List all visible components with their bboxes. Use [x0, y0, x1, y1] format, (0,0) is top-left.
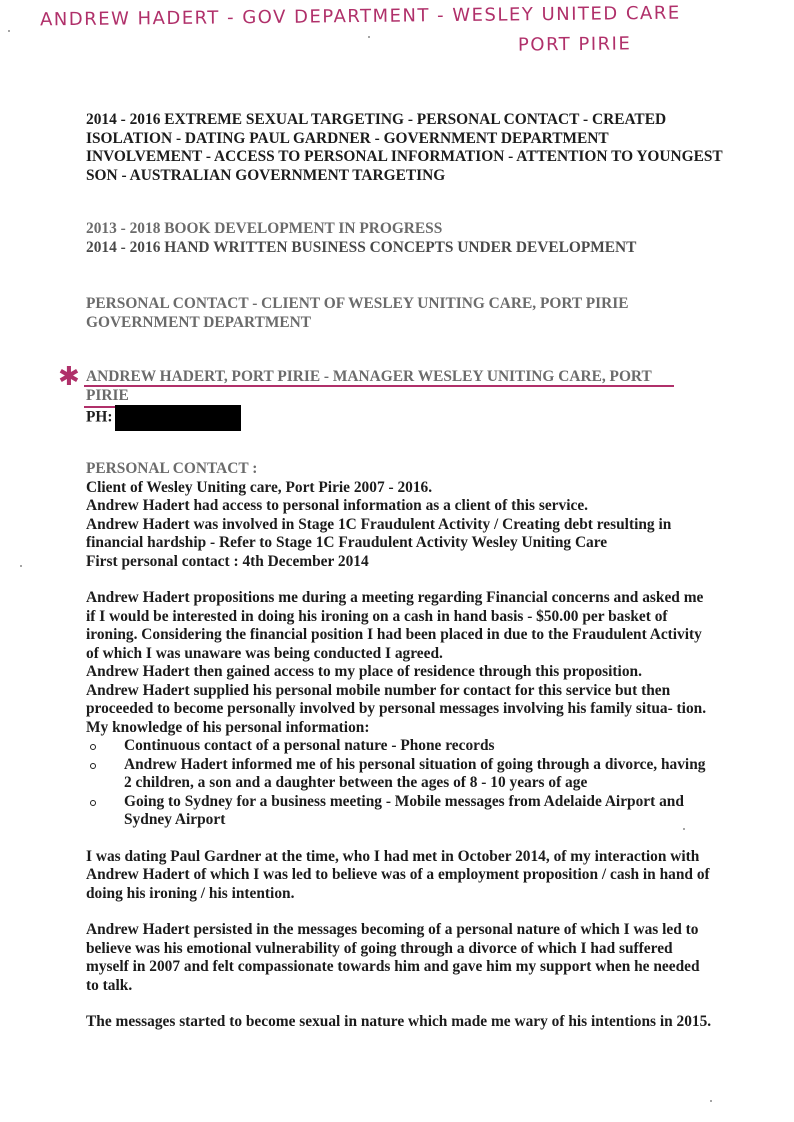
scan-speck — [683, 828, 685, 830]
body-paragraph: I was dating Paul Gardner at the time, who I had met in October 2014, of my interaction with Andrew Hadert of which I was led to believe was of a employment proposition / cash in hand of doing his ironing / his intention. — [86, 847, 710, 902]
bullet-item: Andrew Hadert informed me of his personal situation of going through a divorce, having 2 children, a son and a daughter between the ages of 8 - 10 years of age — [86, 756, 716, 793]
paragraph1-text: My knowledge of his personal information: — [86, 718, 370, 736]
detail-line: Client of Wesley Uniting care, Port Pirie 2007 - 2016. — [86, 478, 433, 496]
scan-speck — [368, 36, 370, 38]
detail-line: First personal contact : 4th December 2014 — [86, 552, 369, 570]
scan-speck — [710, 1100, 712, 1102]
body-paragraph: The messages started to become sexual in nature which made me wary of his intentions in 2015. — [86, 1013, 712, 1030]
scan-speck — [20, 565, 22, 567]
paragraph1-text: Andrew Hadert then gained access to my place of residence through this proposition. — [86, 663, 642, 680]
asterisk-mark-icon: ✱ — [58, 362, 80, 392]
manager-section — [86, 368, 686, 431]
knowledge-bullet-list — [86, 737, 716, 830]
paragraph1-text: Andrew Hadert propositions me during a meeting regarding Financial concerns and asked me if I would be interested in doing his ironing on a cash in hand basis - $50.00 per basket of ironing. Considering the financial position I had been placed in due to the Fraudulent Activity of which I was unaware was being conducted I agreed. — [86, 589, 704, 662]
contact-line2: GOVERNMENT DEPARTMENT — [86, 313, 312, 331]
business-line: 2014 - 2016 HAND WRITTEN BUSINESS CONCEPTS UNDER DEVELOPMENT — [86, 238, 637, 256]
contact-section — [86, 295, 726, 332]
handwritten-annotation-line2: PORT PIRIE — [517, 33, 632, 56]
manager-line: ANDREW HADERT, PORT PIRIE - MANAGER WESLEY UNITING CARE, PORT PIRIE — [86, 368, 652, 404]
redaction-bar — [115, 405, 241, 431]
personal-contact-section — [86, 460, 716, 1032]
detail-line: Andrew Hadert was involved in Stage 1C Fraudulent Activity / Creating debt resulting in financial hardship - Refer to Stage 1C Fraudulent Activity Wesley Uniting Care — [86, 515, 672, 551]
personal-contact-heading: PERSONAL CONTACT : — [86, 460, 258, 477]
bullet-item: Going to Sydney for a business meeting - Mobile messages from Adelaide Airport and Sydney Airport — [86, 793, 716, 830]
paragraph1-text: Andrew Hadert supplied his personal mobile number for contact for this service but then proceeded to become personally involved by personal messages involving his family situa- tion. — [86, 681, 707, 717]
scan-speck — [8, 30, 10, 32]
phone-line — [86, 405, 686, 431]
targeting-heading — [86, 111, 726, 185]
phone-label: PH: — [86, 408, 113, 426]
body-paragraph: Andrew Hadert persisted in the messages becoming of a personal nature of which I was led to believe was his emotional vulnerability of going through a divorce of which I had suffered myself in 2007 and felt compassionate towards him and gave him my support when he needed to talk. — [86, 921, 700, 994]
detail-line: Andrew Hadert had access to personal information as a client of this service. — [86, 497, 588, 514]
handwritten-annotation-line1: ANDREW HADERT - GOV DEPARTMENT - WESLEY UNITED CARE — [39, 2, 681, 31]
contact-line1: PERSONAL CONTACT - CLIENT OF WESLEY UNITING CARE, PORT PIRIE — [86, 295, 629, 312]
bullet-item: Continuous contact of a personal nature - Phone records — [86, 737, 716, 756]
targeting-text: 2014 - 2016 EXTREME SEXUAL TARGETING - PERSONAL CONTACT - CREATED ISOLATION - DATING PAUL GARDNER - GOVERNMENT DEPARTMENT INVOLVEMENT - ACCESS TO PERSONAL INFORMATION - ATTENTION TO YOUNGEST SON - AUSTRALIAN GOVERNMENT TARGETING — [86, 111, 723, 184]
development-section — [86, 220, 726, 257]
book-line: 2013 - 2018 BOOK DEVELOPMENT IN PROGRESS — [86, 220, 443, 237]
